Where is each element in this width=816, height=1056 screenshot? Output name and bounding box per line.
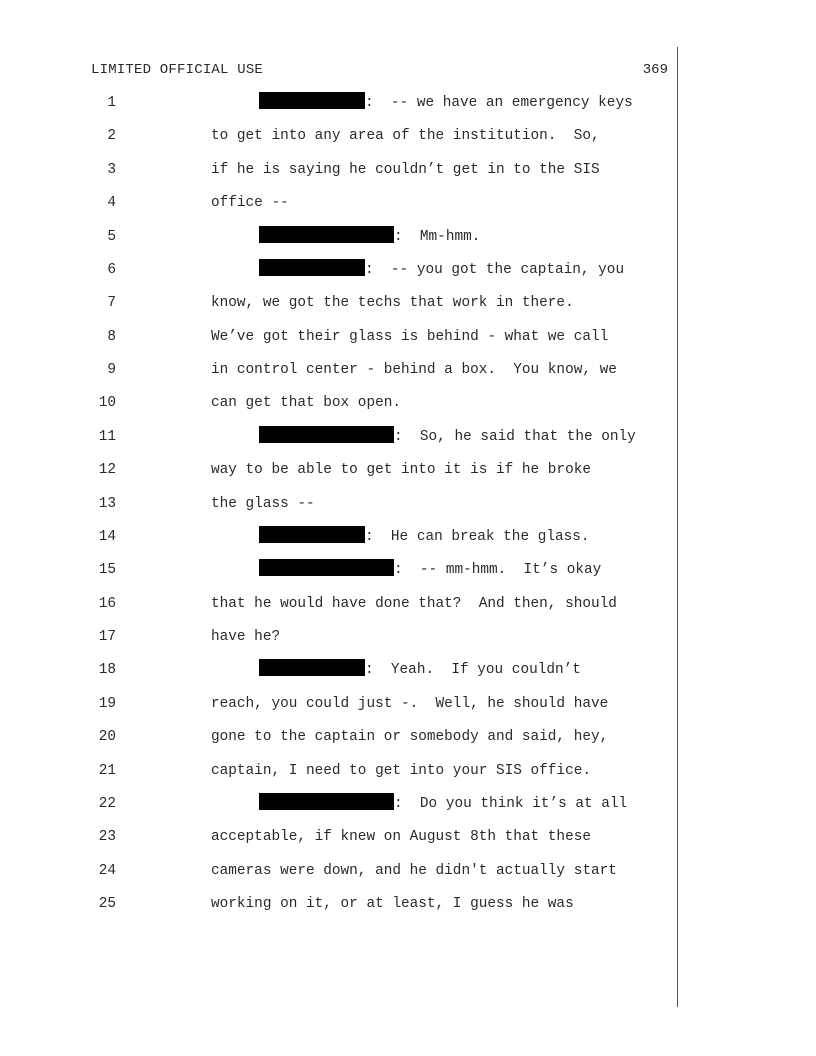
transcript-line [0, 259, 680, 281]
line-number: 3 [107, 161, 116, 178]
redacted-speaker-name [259, 226, 394, 243]
line-number: 4 [107, 195, 116, 212]
transcript-line [0, 659, 680, 681]
line-text [211, 159, 600, 181]
transcript-line [0, 459, 680, 481]
transcript-line [0, 392, 680, 414]
line-content: We’ve got their glass is behind - what we call [211, 328, 609, 345]
line-number: 19 [98, 695, 116, 712]
transcript-line [0, 226, 680, 248]
line-number: 13 [98, 495, 116, 512]
redacted-speaker-name [259, 92, 365, 109]
transcript-line [0, 793, 680, 815]
redacted-speaker-name [259, 526, 365, 543]
line-content: if he is saying he couldn’t get in to the SIS [211, 161, 600, 178]
transcript-line [0, 326, 680, 348]
line-number: 23 [98, 829, 116, 846]
transcript-line [0, 559, 680, 581]
line-content: in control center - behind a box. You know, we [211, 362, 617, 378]
line-text [259, 559, 601, 581]
transcript-line [0, 593, 680, 615]
redacted-speaker-name [259, 259, 365, 276]
transcript-line [0, 893, 680, 915]
transcript-line [0, 426, 680, 448]
line-number: 2 [107, 128, 116, 145]
line-content: office -- [211, 195, 289, 212]
line-content: gone to the captain or somebody and said, hey, [211, 729, 609, 746]
line-text [211, 192, 289, 214]
transcript-line [0, 693, 680, 715]
page-number: 369 [642, 62, 668, 78]
line-content: the glass -- [211, 495, 315, 512]
line-text [211, 693, 608, 715]
line-number: 10 [98, 395, 116, 412]
line-number: 11 [98, 428, 116, 445]
line-number: 8 [107, 328, 116, 345]
transcript-line [0, 125, 680, 147]
line-content: have he? [211, 629, 281, 645]
transcript-line [0, 159, 680, 181]
redacted-speaker-name [259, 426, 394, 443]
line-text [211, 760, 591, 782]
line-content: working on it, or at least, I guess he was [211, 896, 574, 912]
line-text [211, 593, 617, 615]
line-content: way to be able to get into it is if he broke [211, 462, 591, 479]
line-text [211, 359, 617, 381]
redacted-speaker-name [259, 659, 365, 676]
line-number: 24 [98, 862, 116, 879]
line-text [211, 860, 617, 882]
line-content: cameras were down, and he didn't actually start [211, 862, 617, 879]
transcript-line [0, 526, 680, 548]
line-number: 9 [107, 362, 116, 378]
line-text [259, 92, 633, 114]
line-number: 17 [98, 629, 116, 645]
line-content: : He can break the glass. [365, 528, 590, 545]
transcript-line [0, 292, 680, 314]
line-number: 1 [107, 95, 116, 111]
line-text [259, 426, 636, 448]
line-number: 7 [107, 295, 116, 312]
line-text [211, 292, 574, 314]
line-number: 5 [107, 228, 116, 245]
line-content: : Yeah. If you couldn’t [365, 662, 581, 679]
transcript-line [0, 860, 680, 882]
line-number: 6 [107, 261, 116, 278]
classification-header: LIMITED OFFICIAL USE [91, 62, 264, 78]
line-text [259, 793, 627, 815]
line-number: 21 [98, 762, 116, 779]
line-content: that he would have done that? And then, should [211, 595, 617, 612]
transcript-line [0, 626, 680, 648]
line-text [211, 392, 401, 414]
line-number: 14 [98, 528, 116, 545]
transcript-line [0, 92, 680, 114]
transcript-line [0, 726, 680, 748]
line-number: 20 [98, 729, 116, 746]
redacted-speaker-name [259, 559, 394, 576]
line-content: to get into any area of the institution. So, [211, 128, 600, 145]
line-number: 22 [98, 795, 116, 812]
line-text [259, 259, 624, 281]
line-text [211, 493, 315, 515]
line-number: 18 [98, 662, 116, 679]
line-text [259, 526, 590, 548]
transcript-line [0, 493, 680, 515]
line-content: acceptable, if knew on August 8th that these [211, 829, 591, 846]
line-content: : -- we have an emergency keys [365, 95, 633, 111]
line-content: know, we got the techs that work in there. [211, 295, 574, 312]
line-text [259, 659, 581, 681]
line-content: : -- mm-hmm. It’s okay [394, 562, 602, 579]
line-content: reach, you could just -. Well, he should have [211, 695, 609, 712]
transcript-line [0, 359, 680, 381]
line-text [211, 893, 574, 915]
line-text [211, 326, 608, 348]
line-content: : Do you think it’s at all [394, 795, 628, 812]
line-text [211, 826, 591, 848]
line-content: : Mm-hmm. [394, 228, 481, 245]
line-content: captain, I need to get into your SIS office. [211, 762, 591, 779]
line-number: 12 [98, 462, 116, 479]
line-text [211, 125, 600, 147]
line-text [211, 726, 608, 748]
line-content: can get that box open. [211, 395, 401, 412]
line-content: : So, he said that the only [394, 428, 636, 445]
line-number: 25 [98, 896, 116, 912]
line-text [211, 459, 591, 481]
transcript-line [0, 760, 680, 782]
transcript-line [0, 826, 680, 848]
line-text [211, 626, 280, 648]
line-text [259, 226, 480, 248]
line-content: : -- you got the captain, you [365, 261, 625, 278]
line-number: 16 [98, 595, 116, 612]
transcript-line [0, 192, 680, 214]
redacted-speaker-name [259, 793, 394, 810]
line-number: 15 [98, 562, 116, 579]
